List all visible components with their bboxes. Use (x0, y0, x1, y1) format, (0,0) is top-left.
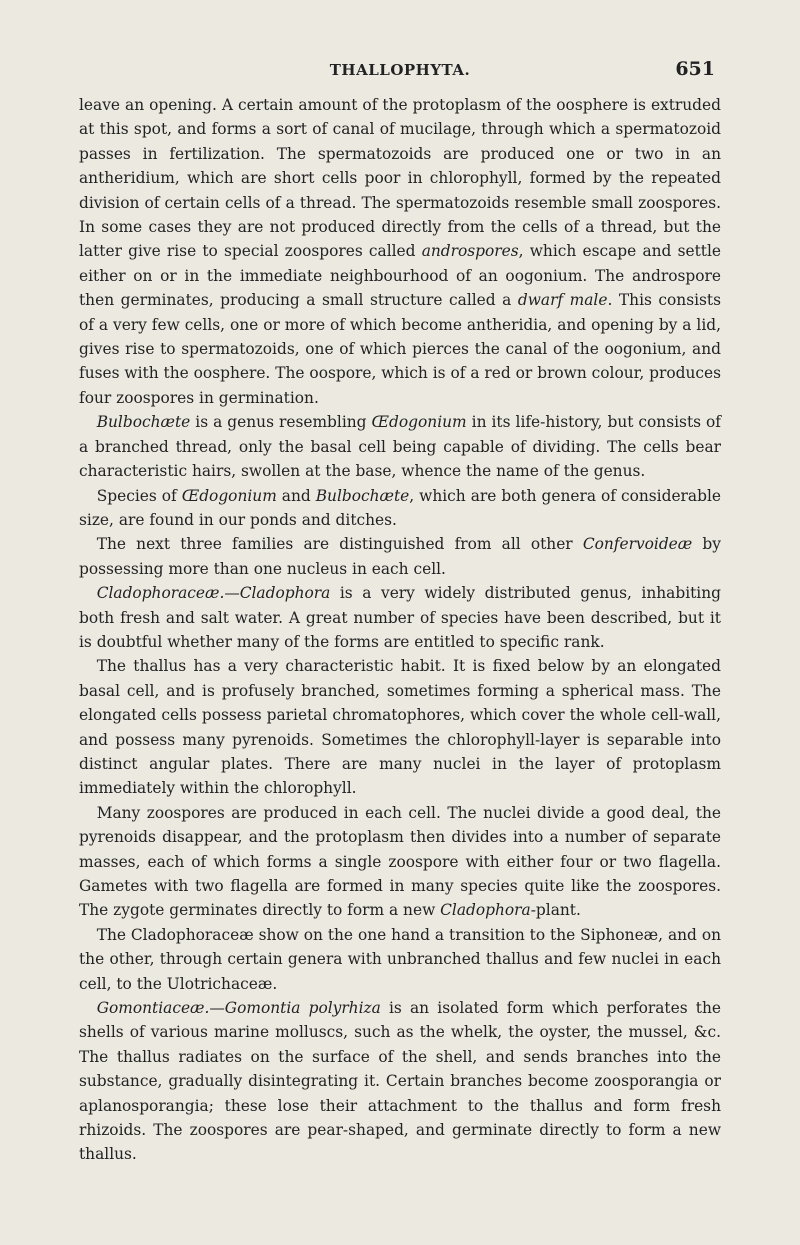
text-run: . This consists of a very few cells, one or more of which become antheridia, and opening by a lid, gives rise to spermatozoids, one of which pierces the canal of the oogonium, and fuses with the oosphere. The oospore, which is of a red or brown colour, produces four zoospores in germination. (79, 291, 722, 407)
paragraph (79, 801, 721, 923)
text-run: is a very widely distributed genus, inhabiting both fresh and salt water. A great number of species have been described, but it is doubtful whether many of the forms are entitled to specific rank. (79, 584, 721, 651)
text-run: -plant. (530, 901, 581, 920)
italic-term: Confervoideæ (582, 535, 693, 554)
italic-term: Bulbochæte (315, 486, 410, 505)
page-number: 651 (675, 58, 715, 80)
text-run: leave an opening. A certain amount of the protoplasm of the oosphere is extruded at this spot, and forms a sort of canal of mucilage, through which a spermatozoid passes in fertilization. The spermatozoids are produced one or two in an antheridium, which are short cells poor in chlorophyll, formed by the repeated division of certain cells of a thread. The spermatozoids resemble small zoospores. In some cases they are not produced directly from the cells of a thread, but the latter give rise to special zoospores called (79, 96, 721, 261)
text-run: by possessing more than one nucleus in each cell. (79, 535, 721, 578)
text-run: and (276, 486, 316, 505)
text-run: , which escape and settle either on or in the immediate neighbourhood of an oogonium. The androspore then germinates, producing a small structure called a (79, 242, 721, 310)
text-run: The next three families are distinguished from all other (96, 535, 583, 554)
text-run: The Cladophoraceæ show on the one hand a transition to the Siphoneæ, and on the other, through certain genera with unbranched thallus and few nuclei in each cell, to the Ulotrichaceæ. (79, 925, 721, 993)
paragraph (79, 581, 721, 654)
italic-term: Œdogonium (371, 413, 467, 432)
italic-term: androspores (421, 242, 519, 261)
body-text (79, 93, 721, 1167)
paragraph (79, 410, 721, 483)
paragraph (79, 996, 721, 1167)
paragraph (79, 484, 721, 533)
text-run: Species of (96, 486, 182, 505)
paragraph (79, 93, 721, 410)
running-title: THALLOPHYTA. (329, 61, 471, 79)
running-head (0, 58, 800, 82)
text-run: in its life-history, but consists of a branched thread, only the basal cell being capable of dividing. The cells bear characteristic hairs, swollen at the base, whence the name of the genus. (79, 413, 722, 481)
text-run: , which are both genera of considerable size, are found in our ponds and ditches. (79, 486, 721, 529)
paragraph (79, 654, 721, 800)
italic-term: Gomontiaceæ.—Gomontia polyrhiza (96, 999, 381, 1018)
italic-term: Œdogonium (181, 486, 277, 505)
italic-term: dwarf male (517, 291, 608, 310)
text-run: is a genus resembling (190, 413, 372, 432)
paragraph (79, 532, 721, 581)
italic-term: Cladophora (440, 901, 531, 920)
text-run: The thallus has a very characteristic habit. It is fixed below by an elongated basal cell, and is profusely branched, sometimes forming a spherical mass. The elongated cells possess parietal chromatophores, which cover the whole cell-wall, and possess many pyrenoids. Sometimes the chlorophyll-layer is separable into distinct angular plates. There are many nuclei in the layer of protoplasm immediately within the chlorophyll. (79, 657, 721, 798)
italic-term: Cladophoraceæ.—Cladophora (96, 584, 331, 603)
italic-term: Bulbochæte (96, 413, 191, 432)
paragraph (79, 923, 721, 996)
text-run: Many zoospores are produced in each cell. The nuclei divide a good deal, the pyrenoids disappear, and the protoplasm then divides into a number of separate masses, each of which forms a single zoospore with either four or two flagella. Gametes with two flagella are formed in many species quite like the zoospores. The zygote germinates directly to form a new (79, 803, 721, 920)
text-run: is an isolated form which perforates the shells of various marine molluscs, such as the whelk, the oyster, the mussel, &c. The thallus radiates on the surface of the shell, and sends branches into the substance, gradually disintegrating it. Certain branches become zoosporangia or aplanosporangia; these lose their attachment to the thallus and form fresh rhizoids. The zoospores are pear-shaped, and germinate directly to form a new thallus. (79, 999, 721, 1164)
